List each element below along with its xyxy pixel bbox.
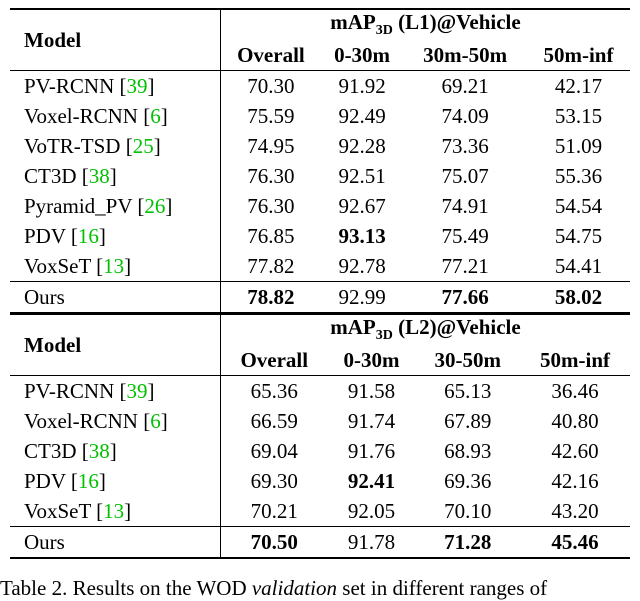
value-cell: 42.60 (551, 438, 599, 463)
table-caption (0, 576, 547, 601)
model-name: Pyramid_PV (24, 193, 133, 218)
value-cell: 78.82 (221, 282, 321, 314)
value-cell: 75.59 (247, 103, 295, 128)
model-cell: PDV [16] (10, 221, 221, 251)
value-cell: 51.09 (554, 133, 603, 158)
value-cell: 92.41 (347, 468, 396, 493)
value-cell: 91.78 (328, 527, 416, 559)
column-header: Overall (240, 347, 309, 372)
value-cell: 69.21 (403, 71, 527, 102)
value-cell: 70.10 (444, 498, 492, 523)
table-row (10, 496, 630, 527)
model-cell: VoxSeT [13] (10, 251, 221, 282)
model-name: Voxel-RCNN (24, 103, 138, 128)
value-cell: 54.75 (554, 223, 603, 248)
citation-link[interactable]: 38 (88, 438, 110, 463)
value-cell: 91.74 (347, 408, 396, 433)
value-cell: 93.13 (338, 223, 386, 248)
model-name: PDV (24, 223, 66, 248)
value-cell: 68.93 (444, 438, 492, 463)
citation-link[interactable]: 13 (103, 253, 125, 278)
metric-group-header (221, 9, 631, 40)
value-cell: 73.36 (441, 133, 489, 158)
model-cell: Voxel-RCNN [6] (10, 101, 221, 131)
citation-link[interactable]: 6 (150, 408, 161, 433)
table-l1-body (10, 9, 630, 313)
model-cell (10, 527, 221, 559)
value-cell: 77.82 (247, 253, 295, 278)
metric-name: mAP (330, 9, 376, 34)
table-row (10, 406, 630, 436)
value-cell: 43.20 (551, 498, 599, 523)
model-name: Voxel-RCNN (24, 408, 138, 433)
model-column-header: Model (10, 314, 221, 376)
value-cell: 76.85 (247, 223, 295, 248)
value-cell: 42.17 (527, 71, 630, 102)
value-cell: 75.49 (441, 223, 489, 248)
model-name: PV-RCNN (24, 378, 115, 403)
table-row (10, 101, 630, 131)
metric-qualifier: (L2)@Vehicle (392, 314, 521, 339)
value-cell: 36.46 (520, 376, 630, 407)
column-header: 0-30m (343, 347, 400, 372)
table-row (10, 376, 630, 407)
citation-link[interactable]: 39 (126, 73, 148, 98)
caption-prefix: Table 2. Results on the WOD (0, 576, 252, 600)
value-cell: 92.78 (338, 253, 386, 278)
model-cell: VoxSeT [13] (10, 496, 221, 527)
table-row (10, 191, 630, 221)
table-row (10, 161, 630, 191)
value-cell: 91.58 (328, 376, 416, 407)
model-name: Ours (24, 529, 65, 554)
model-name: CT3D (24, 438, 77, 463)
value-cell: 54.41 (554, 253, 603, 278)
model-name: PV-RCNN (24, 73, 115, 98)
model-cell: Pyramid_PV [26] (10, 191, 221, 221)
citation-link[interactable]: 26 (144, 193, 166, 218)
value-cell: 53.15 (554, 103, 603, 128)
value-cell: 70.21 (250, 498, 298, 523)
model-cell: CT3D [38] (10, 161, 221, 191)
model-name: VoTR-TSD (24, 133, 121, 158)
value-cell: 42.16 (551, 468, 599, 493)
citation-link[interactable]: 25 (132, 133, 154, 158)
citation-link[interactable]: 6 (150, 103, 161, 128)
value-cell: 67.89 (444, 408, 492, 433)
value-cell: 65.36 (221, 376, 328, 407)
citation-link[interactable]: 39 (126, 378, 148, 403)
model-cell: CT3D [38] (10, 436, 221, 466)
value-cell: 69.04 (250, 438, 298, 463)
citation-link[interactable]: 13 (103, 498, 125, 523)
value-cell: 45.46 (520, 527, 630, 559)
metric-subscript: 3D (375, 23, 393, 39)
model-cell (10, 282, 221, 314)
model-name: CT3D (24, 163, 77, 188)
value-cell: 74.09 (441, 103, 489, 128)
column-header: 50m-inf (543, 42, 614, 67)
value-cell: 55.36 (554, 163, 603, 188)
value-cell: 92.05 (347, 498, 396, 523)
value-cell: 92.28 (338, 133, 386, 158)
value-cell: 70.30 (221, 71, 321, 102)
value-cell: 91.76 (347, 438, 396, 463)
model-cell: Voxel-RCNN [6] (10, 406, 221, 436)
column-header: 50m-inf (540, 347, 610, 372)
model-name: Ours (24, 284, 65, 309)
column-header: 30m-50m (423, 42, 508, 67)
table-row (10, 71, 630, 102)
metric-qualifier: (L1)@Vehicle (392, 9, 521, 34)
metric-subscript: 3D (375, 328, 393, 344)
caption-suffix: set in different ranges of (337, 576, 548, 600)
value-cell: 77.66 (403, 282, 527, 314)
table-row (10, 436, 630, 466)
metric-group-header (221, 314, 631, 345)
value-cell: 58.02 (527, 282, 630, 314)
value-cell: 92.49 (338, 103, 386, 128)
value-cell: 75.07 (441, 163, 489, 188)
value-cell: 92.67 (338, 193, 386, 218)
table-row (10, 221, 630, 251)
header-row-title (10, 314, 630, 345)
results-table-l1 (10, 8, 630, 314)
model-name: PDV (24, 468, 66, 493)
model-cell: PV-RCNN [39] (10, 376, 221, 407)
model-name: VoxSeT (24, 498, 91, 523)
value-cell: 69.36 (444, 468, 492, 493)
value-cell: 65.13 (416, 376, 520, 407)
table-l2-body (10, 314, 630, 558)
value-cell: 54.54 (554, 193, 603, 218)
table-row (10, 466, 630, 496)
metric-name: mAP (330, 314, 376, 339)
ours-row (10, 282, 630, 314)
table-row (10, 131, 630, 161)
value-cell: 92.51 (338, 163, 386, 188)
value-cell: 76.30 (247, 193, 295, 218)
citation-link[interactable]: 16 (77, 468, 99, 493)
value-cell: 74.91 (441, 193, 489, 218)
column-header: 0-30m (334, 42, 391, 67)
model-cell: PDV [16] (10, 466, 221, 496)
citation-link[interactable]: 38 (88, 163, 110, 188)
value-cell: 74.95 (247, 133, 295, 158)
column-header: Overall (237, 42, 305, 67)
value-cell: 40.80 (551, 408, 599, 433)
ours-row (10, 527, 630, 559)
model-name: VoxSeT (24, 253, 91, 278)
table-row (10, 251, 630, 282)
model-cell: VoTR-TSD [25] (10, 131, 221, 161)
value-cell: 91.92 (321, 71, 403, 102)
model-cell: PV-RCNN [39] (10, 71, 221, 102)
value-cell: 69.30 (250, 468, 298, 493)
value-cell: 76.30 (247, 163, 295, 188)
header-row-title (10, 9, 630, 40)
results-table-l2 (10, 313, 630, 559)
value-cell: 71.28 (416, 527, 520, 559)
citation-link[interactable]: 16 (77, 223, 99, 248)
column-header: 30-50m (434, 347, 502, 372)
model-column-header: Model (10, 9, 221, 71)
value-cell: 70.50 (221, 527, 328, 559)
caption-italic: validation (251, 576, 338, 600)
value-cell: 77.21 (441, 253, 489, 278)
value-cell: 92.99 (321, 282, 403, 314)
value-cell: 66.59 (250, 408, 298, 433)
